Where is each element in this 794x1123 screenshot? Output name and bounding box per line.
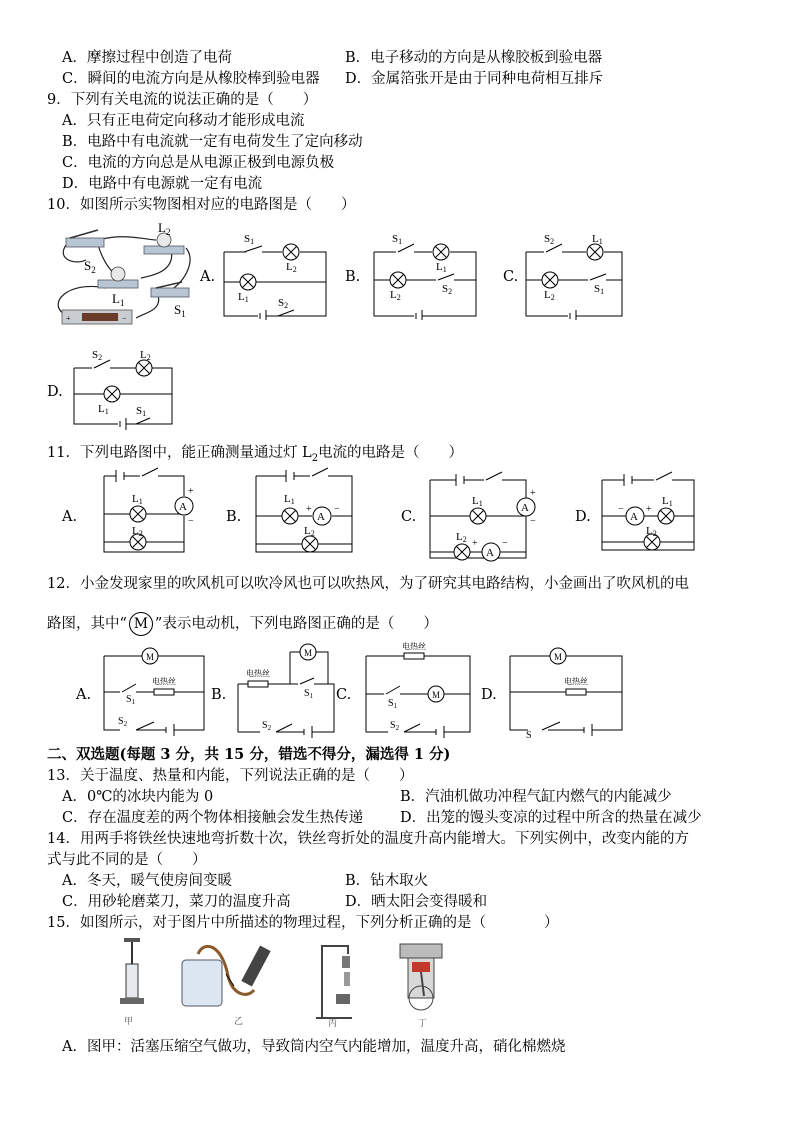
- q12-circuit-c: [358, 640, 478, 740]
- photo-label-s2: $S_2$: [84, 258, 96, 275]
- q11-label-c: C.: [401, 509, 417, 525]
- svg-text:L1: L1: [662, 495, 673, 508]
- q11-circuit-b: [244, 464, 364, 560]
- svg-text:M: M: [146, 652, 155, 662]
- svg-text:S2: S2: [92, 349, 103, 362]
- q10-stem: 10．如图所示实物图相对应的电路图是（ ）: [47, 197, 356, 213]
- svg-text:S: S: [526, 730, 532, 740]
- svg-text:+: +: [66, 314, 71, 323]
- q10-label-c: C.: [503, 269, 519, 285]
- q11-label-b: B.: [226, 509, 242, 525]
- svg-text:L2: L2: [456, 531, 467, 544]
- svg-text:−: −: [502, 538, 508, 549]
- q10-label-b: B.: [345, 269, 361, 285]
- svg-text:S2: $S_2$: [118, 716, 128, 728]
- motor-symbol-icon: M: [129, 612, 153, 636]
- svg-text:电热丝: 电热丝: [246, 669, 270, 678]
- svg-text:S2: S2: [442, 283, 453, 296]
- q12-label-c: C.: [336, 687, 352, 703]
- svg-text:L1: L1: [592, 233, 603, 246]
- svg-text:M: M: [432, 690, 441, 700]
- q13-option-c: C．存在温度差的两个物体相接触会发生热传递: [62, 810, 364, 826]
- svg-text:+: +: [306, 504, 312, 515]
- svg-text:L1: L1: [436, 261, 447, 274]
- svg-text:A: A: [630, 511, 638, 523]
- svg-text:S1: S1: [244, 233, 255, 246]
- q14-stem-line1: 14．用两手将铁丝快速地弯折数十次，铁丝弯折处的温度升高内能增大。下列实例中，改变内能的方: [47, 831, 689, 847]
- fig-label-yi: 乙: [234, 1016, 244, 1026]
- svg-text:−: −: [122, 314, 127, 323]
- q13-option-b: B．汽油机做功冲程气缸内燃气的内能减少: [400, 789, 672, 805]
- svg-text:S2: S2: [544, 233, 555, 246]
- q15-option-a: A．图甲：活塞压缩空气做功，导致筒内空气内能增加，温度升高，硝化棉燃烧: [62, 1039, 566, 1055]
- q12-label-d: D.: [481, 687, 497, 703]
- svg-text:+: +: [530, 488, 536, 499]
- svg-text:M: M: [554, 652, 563, 662]
- svg-text:S1: $S_1$: [126, 694, 136, 706]
- svg-text:M: M: [304, 648, 313, 658]
- svg-text:A: A: [486, 547, 494, 559]
- q12-stem-line2: 路图，其中“ M ”表示电动机，下列电路图正确的是（ ）: [47, 612, 438, 636]
- svg-text:+: +: [188, 486, 194, 497]
- q11-circuit-c: [420, 464, 545, 564]
- photo-label-l2: $L_2$: [158, 220, 171, 237]
- svg-text:−: −: [530, 516, 536, 527]
- svg-text:L2: L2: [286, 261, 297, 274]
- q14-option-b: B．钻木取火: [345, 873, 429, 889]
- q14-stem-line2: 式与此不同的是（ ）: [47, 852, 207, 868]
- svg-text:L1: L1: [98, 403, 109, 416]
- q11-stem: 11．下列电路图中，能正确测量通过灯 $L_2$电流的电路是（ ）: [47, 445, 464, 464]
- q12-label-a: A.: [76, 687, 92, 703]
- q9-option-a: A．只有正电荷定向移动才能形成电流: [62, 113, 305, 129]
- q11-circuit-a: [82, 466, 202, 560]
- svg-text:L2: L2: [132, 525, 143, 538]
- q8-option-c: C．瞬间的电流方向是从橡胶棒到验电器: [62, 71, 320, 87]
- q10-physical-circuit-image: [46, 220, 206, 332]
- q10-label-a: A.: [200, 269, 216, 285]
- svg-text:S2: $S_2$: [390, 720, 400, 732]
- q10-circuit-d: [66, 346, 181, 436]
- q9-option-b: B．电路中有电流就一定有电荷发生了定向移动: [62, 134, 363, 150]
- svg-text:S1: $S_1$: [304, 688, 314, 700]
- q9-stem: 9．下列有关电流的说法正确的是（ ）: [47, 92, 318, 108]
- svg-text:L1: L1: [284, 493, 295, 506]
- fig-label-bing: 丙: [328, 1018, 338, 1028]
- svg-text:S2: S2: [278, 297, 289, 310]
- q11-circuit-d: [594, 464, 709, 560]
- svg-text:电热丝: 电热丝: [564, 677, 588, 686]
- q10-label-d: D.: [47, 384, 63, 400]
- photo-label-s1: $S_1$: [174, 302, 186, 319]
- svg-text:−: −: [188, 516, 194, 527]
- fig-label-jia: 甲: [124, 1016, 134, 1026]
- svg-text:A: A: [521, 502, 529, 514]
- svg-text:+: +: [472, 538, 478, 549]
- q11-label-d: D.: [575, 509, 591, 525]
- q14-option-c: C．用砂轮磨菜刀，菜刀的温度升高: [62, 894, 291, 910]
- svg-text:S1: $S_1$: [388, 698, 398, 710]
- svg-text:L1: L1: [238, 291, 249, 304]
- svg-text:−: −: [334, 504, 340, 515]
- q14-option-d: D．晒太阳会变得暖和: [345, 894, 488, 910]
- svg-text:A: A: [179, 501, 187, 513]
- q10-circuit-a: [216, 230, 336, 320]
- section-title: 二、双选题(每题 3 分，共 15 分，错选不得分，漏选得 1 分): [47, 746, 451, 763]
- svg-text:S2: $S_2$: [262, 720, 272, 732]
- q9-option-d: D．电路中有电源就一定有电流: [62, 176, 263, 192]
- q12-label-b: B.: [211, 687, 227, 703]
- q8-option-d: D．金属箔张开是由于同种电荷相互排斥: [345, 71, 604, 87]
- svg-text:A: A: [317, 511, 325, 523]
- svg-text:S1: S1: [594, 283, 605, 296]
- svg-text:电热丝: 电热丝: [402, 642, 426, 651]
- q15-fig-jia-image: [114, 936, 150, 1026]
- q12-circuit-b: [230, 640, 344, 740]
- q13-option-a: A．0℃的冰块内能为 0: [62, 789, 214, 805]
- svg-text:L2: L2: [544, 289, 555, 302]
- q15-fig-bing-image: [308, 938, 358, 1028]
- q12-circuit-d: [502, 644, 626, 740]
- svg-text:L2: L2: [140, 349, 151, 362]
- svg-text:−: −: [618, 504, 624, 515]
- svg-text:电热丝: 电热丝: [152, 677, 176, 686]
- q15-fig-ding-image: [396, 940, 446, 1030]
- q11-label-a: A.: [62, 509, 78, 525]
- q13-option-d: D．出笼的馒头变凉的过程中所含的热量在减少: [400, 810, 702, 826]
- q12-circuit-a: [96, 644, 210, 738]
- svg-text:L1: L1: [472, 495, 483, 508]
- svg-text:L2: L2: [646, 525, 657, 538]
- q10-circuit-c: [518, 230, 633, 320]
- svg-text:S1: S1: [136, 405, 147, 418]
- q13-stem: 13．关于温度、热量和内能，下列说法正确的是（ ）: [47, 768, 414, 784]
- svg-text:L2: L2: [390, 289, 401, 302]
- q8-option-a: A．摩擦过程中创造了电荷: [62, 50, 232, 66]
- q9-option-c: C．电流的方向总是从电源正极到电源负极: [62, 155, 335, 171]
- q12-stem-line1: 12．小金发现家里的吹风机可以吹冷风也可以吹热风，为了研究其电路结构，小金画出了吹风机的电: [47, 576, 689, 592]
- q15-stem: 15．如图所示，对于图片中所描述的物理过程，下列分析正确的是（ ）: [47, 915, 559, 931]
- svg-text:+: +: [646, 504, 652, 515]
- q8-option-b: B．电子移动的方向是从橡胶板到验电器: [345, 50, 603, 66]
- svg-text:L2: L2: [304, 525, 315, 538]
- q14-option-a: A．冬天，暖气使房间变暖: [62, 873, 232, 889]
- svg-text:S1: S1: [392, 233, 403, 246]
- q15-fig-yi-image: [178, 936, 288, 1028]
- photo-label-l1: $L_1$: [112, 291, 125, 308]
- svg-text:L1: L1: [132, 493, 143, 506]
- fig-label-ding: 丁: [418, 1018, 428, 1028]
- q10-circuit-b: [366, 230, 486, 320]
